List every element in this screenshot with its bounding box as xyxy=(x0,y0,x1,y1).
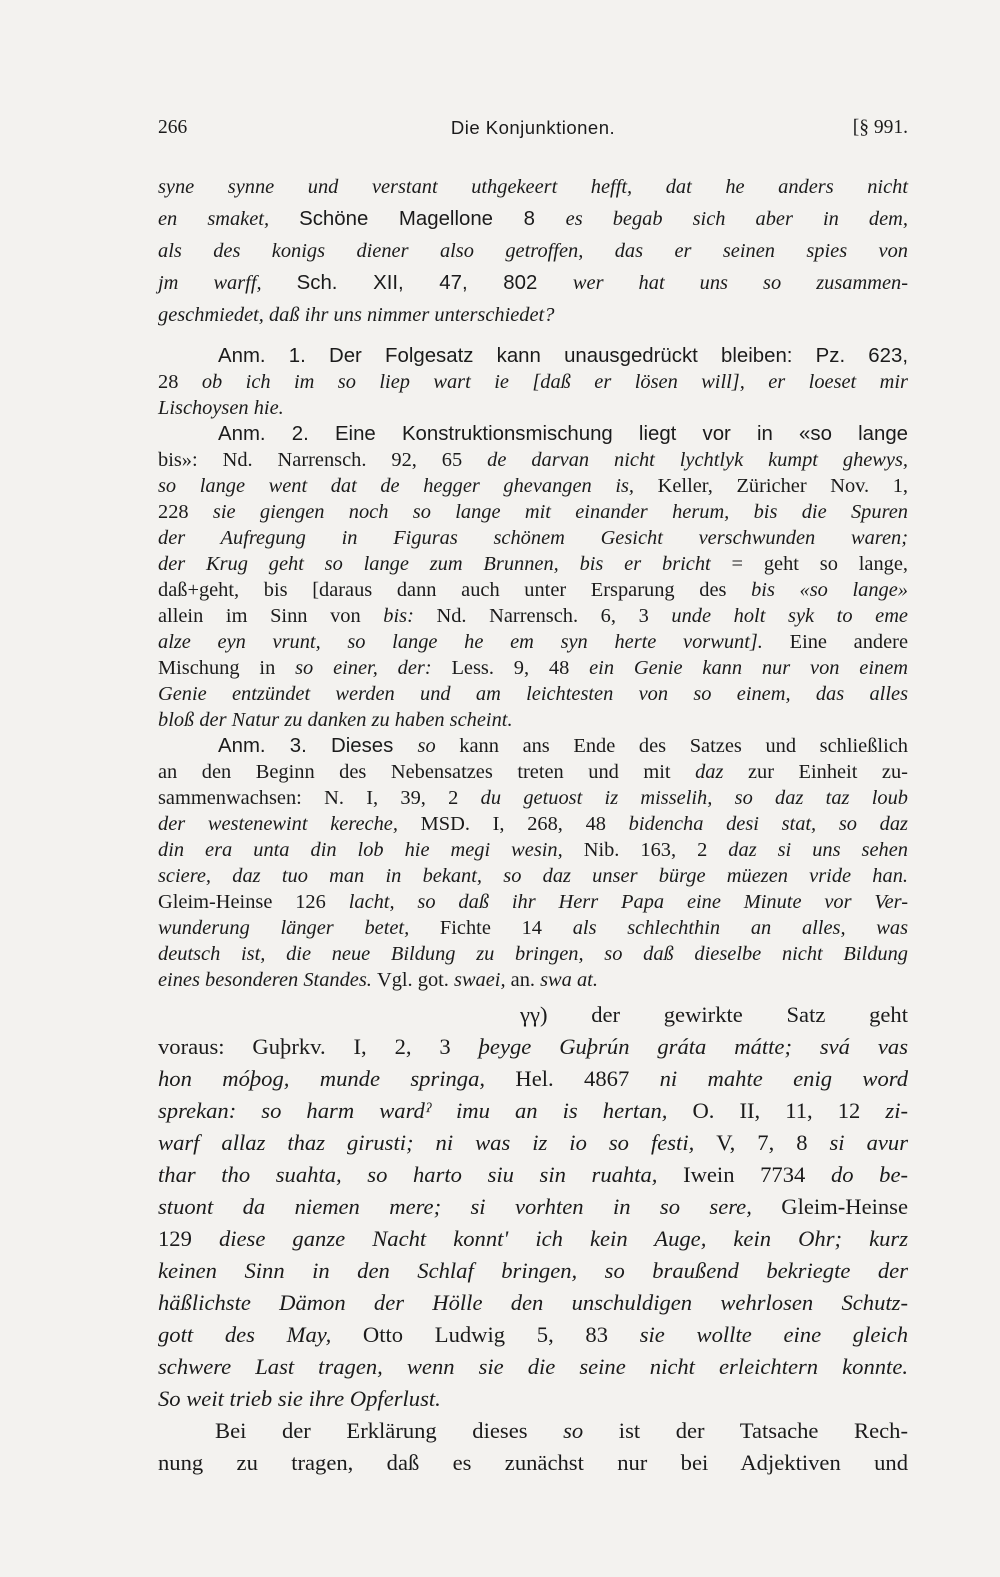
text-line xyxy=(158,206,908,232)
italic-segment: swaei, xyxy=(454,969,511,991)
italic-segment: eines besonderen Standes. xyxy=(158,969,377,991)
text-line xyxy=(158,302,908,328)
italic-segment: als schlechthin an alles, was xyxy=(572,917,909,939)
note-line xyxy=(158,681,908,707)
text-line xyxy=(520,1000,908,1030)
italic-segment: der westenewint kereche, xyxy=(158,813,421,835)
note-line xyxy=(158,941,908,967)
italic-segment: so einer, der: xyxy=(295,657,452,679)
italic-segment: swa at. xyxy=(540,969,598,991)
italic-segment: deutsch ist, die neue Bildung zu bringen, so daß dieselbe nicht Bildung xyxy=(158,943,908,965)
text-segment: allein im Sinn von xyxy=(158,605,384,627)
italic-segment: bidencha desi stat, so daz xyxy=(628,813,908,835)
text-line xyxy=(158,1192,908,1222)
note-line xyxy=(158,915,908,941)
text-segment: an den Beginn des Nebensatzes treten und mit xyxy=(158,761,696,783)
italic-segment: sciere, daz tuo man in bekant, so daz unser bürge müezen vride han. xyxy=(158,865,908,887)
italic-segment: de darvan nicht lychtlyk kumpt ghewys, xyxy=(487,449,908,471)
note-line xyxy=(158,525,908,551)
italic-segment: schwere Last tragen, wenn sie die seine nicht erleichtern konnte. xyxy=(158,1354,908,1379)
italic-segment: hon móþog, munde springa, xyxy=(158,1066,516,1091)
italic-segment: ob ich im so liep wart ie [daß er lösen will], er loeset mir xyxy=(201,371,908,393)
note-line xyxy=(158,889,908,915)
italic-segment: gott des May, xyxy=(158,1322,363,1347)
note-line xyxy=(158,967,908,993)
text-segment: bis»: Nd. Narrensch. 92, 65 xyxy=(158,449,488,471)
italic-segment: alze eyn vrunt, so lange he em syn herte vorwunt]. xyxy=(158,631,790,653)
italic-segment: þeyge Guþrún gráta mátte; svá vas xyxy=(478,1034,908,1059)
text-segment: Iwein 7734 xyxy=(683,1162,831,1187)
text-segment: 228 xyxy=(158,501,213,523)
text-segment: 28 xyxy=(158,371,202,393)
italic-segment: als des konigs diener also getroffen, das er seinen spies von xyxy=(158,240,908,262)
text-segment: Sch. XII, 47, 802 xyxy=(296,272,573,294)
italic-segment: es begab sich aber in dem, xyxy=(565,208,908,230)
text-line xyxy=(158,238,908,264)
italic-segment: so lange went dat de hegger ghevangen is, xyxy=(158,475,658,497)
text-line xyxy=(158,1448,908,1478)
text-segment: kann ans Ende des Satzes und schließlich xyxy=(459,735,908,757)
text-segment: Schöne Magellone 8 xyxy=(299,208,566,230)
note-line xyxy=(158,603,908,629)
note-line xyxy=(158,551,908,577)
text-segment: Less. 9, 48 xyxy=(451,657,590,679)
text-line xyxy=(158,1064,908,1094)
italic-segment: Genie entzündet werden und am leichtesten von so einem, das alles xyxy=(158,683,908,705)
italic-segment: Lischoysen hie. xyxy=(158,397,284,419)
italic-segment: daz xyxy=(695,761,748,783)
section-ref: [§ 991. xyxy=(852,117,908,138)
text-segment: Otto Ludwig 5, 83 xyxy=(362,1322,640,1347)
italic-segment: ni mahte enig word xyxy=(659,1066,908,1091)
text-line xyxy=(158,1352,908,1382)
note-line xyxy=(158,811,908,837)
italic-segment: häßlichste Dämon der Hölle den unschuldigen wehrlosen Schutz- xyxy=(158,1290,908,1315)
italic-segment: sie giengen noch so lange mit einander herum, bis die Spuren xyxy=(212,501,908,523)
text-segment: Nd. Narrensch. 6, 3 xyxy=(436,605,672,627)
note-line xyxy=(218,733,908,759)
text-segment: Nib. 163, 2 xyxy=(583,839,729,861)
italic-segment: wer hat uns so zusammen- xyxy=(572,272,908,294)
italic-segment: bis «so lange» xyxy=(751,579,908,601)
text-segment: zur Einheit zu- xyxy=(747,761,908,783)
text-segment: Eine andere xyxy=(789,631,908,653)
note-line xyxy=(158,395,908,421)
text-line xyxy=(215,1416,908,1446)
italic-segment: der Aufregung in Figuras schönem Gesicht verschwunden waren; xyxy=(158,527,908,549)
italic-segment: jm warff, xyxy=(158,272,297,294)
running-header xyxy=(158,117,908,147)
italic-segment: stuont da niemen mere; si vorhten in so sere, xyxy=(158,1194,782,1219)
text-segment: O. II, 11, 12 xyxy=(692,1098,886,1123)
text-segment: an. xyxy=(510,969,541,991)
text-line xyxy=(158,1128,908,1158)
text-line xyxy=(158,1032,908,1062)
text-segment: Mischung in xyxy=(158,657,296,679)
text-segment: = geht so lange, xyxy=(731,553,908,575)
text-segment: Gleim-Heinse 126 xyxy=(158,891,349,913)
text-line xyxy=(158,1288,908,1318)
italic-segment: en smaket, xyxy=(158,208,300,230)
note-line xyxy=(158,577,908,603)
text-line xyxy=(158,1096,908,1126)
text-segment: Anm. 2. Eine Konstruktionsmischung liegt vor in «so lange xyxy=(218,423,908,445)
text-line xyxy=(158,1256,908,1286)
italic-segment: bloß der Natur zu danken zu haben scheint. xyxy=(158,709,513,731)
italic-segment: So weit trieb sie ihre Opferlust. xyxy=(158,1386,441,1411)
italic-segment: sie wollte eine gleich xyxy=(639,1322,908,1347)
italic-segment: du getuost iz misselih, so daz taz loub xyxy=(480,787,909,809)
note-line xyxy=(158,837,908,863)
text-segment: V, 7, 8 xyxy=(716,1130,830,1155)
note-line xyxy=(218,343,908,369)
italic-segment: geschmiedet, daß ihr uns nimmer unterschiedet? xyxy=(158,304,555,326)
italic-segment: bis: xyxy=(383,605,437,627)
note-line xyxy=(158,707,908,733)
italic-segment: lacht, so daß ihr Herr Papa eine Minute vor Ver- xyxy=(348,891,908,913)
text-line xyxy=(158,1224,908,1254)
text-segment: ist der Tatsache Rech- xyxy=(618,1418,908,1443)
text-segment: Bei der Erklärung dieses xyxy=(215,1418,564,1443)
chapter-title: Die Konjunktionen. xyxy=(450,117,616,138)
text-line xyxy=(158,270,908,296)
text-line xyxy=(158,1384,908,1414)
italic-segment: daz si uns sehen xyxy=(728,839,908,861)
note-line xyxy=(158,785,908,811)
italic-segment: thar tho suahta, so harto siu sin ruahta, xyxy=(158,1162,684,1187)
italic-segment: si avur xyxy=(829,1130,908,1155)
text-segment: sammenwachsen: N. I, 39, 2 xyxy=(158,787,481,809)
text-line xyxy=(158,174,908,200)
italic-segment: ein Genie kann nur von einem xyxy=(589,657,908,679)
text-line xyxy=(158,1160,908,1190)
note-line xyxy=(158,655,908,681)
italic-segment: unde holt syk to eme xyxy=(671,605,908,627)
italic-segment: warf allaz thaz girusti; ni was iz io so festi, xyxy=(158,1130,717,1155)
note-line xyxy=(158,499,908,525)
italic-segment: syne synne und verstant uthgekeert hefft, dat he anders nicht xyxy=(158,176,908,198)
text-segment: 129 xyxy=(158,1226,219,1251)
note-line xyxy=(158,369,908,395)
text-segment: MSD. I, 268, 48 xyxy=(420,813,629,835)
note-line xyxy=(158,473,908,499)
italic-segment: zi- xyxy=(885,1098,908,1123)
text-segment: Keller, Züricher Nov. 1, xyxy=(657,475,908,497)
text-segment: voraus: Guþrkv. I, 2, 3 xyxy=(158,1034,479,1059)
italic-segment: din era unta din lob hie megi wesin, xyxy=(158,839,584,861)
italic-segment: sprekan: so harm wardˀ imu an is hertan, xyxy=(158,1098,693,1123)
page-number: 266 xyxy=(158,117,188,138)
text-segment: Anm. 3. Dieses xyxy=(218,735,418,757)
italic-segment: so xyxy=(417,735,460,757)
text-segment: γγ) der gewirkte Satz geht xyxy=(520,1002,908,1027)
text-segment: Hel. 4867 xyxy=(515,1066,660,1091)
note-line xyxy=(158,447,908,473)
italic-segment: do be- xyxy=(830,1162,908,1187)
text-segment: Gleim-Heinse xyxy=(781,1194,908,1219)
italic-segment: so xyxy=(563,1418,619,1443)
text-segment: daß+geht, bis [daraus dann auch unter Ersparung des xyxy=(158,579,752,601)
text-segment: Vgl. got. xyxy=(376,969,455,991)
note-line xyxy=(158,759,908,785)
note-line xyxy=(218,421,908,447)
text-line xyxy=(158,1320,908,1350)
note-line xyxy=(158,629,908,655)
note-line xyxy=(158,863,908,889)
text-segment: nung zu tragen, daß es zunächst nur bei Adjektiven und xyxy=(158,1450,908,1475)
italic-segment: der Krug geht so lange zum Brunnen, bis er bricht xyxy=(158,553,732,575)
italic-segment: diese ganze Nacht konnt' ich kein Auge, kein Ohr; kurz xyxy=(218,1226,908,1251)
text-segment: Fichte 14 xyxy=(439,917,573,939)
italic-segment: keinen Sinn in den Schlaf bringen, so braußend bekriegte der xyxy=(158,1258,908,1283)
italic-segment: wunderung länger betet, xyxy=(158,917,440,939)
text-segment: Anm. 1. Der Folgesatz kann unausgedrückt bleiben: Pz. 623, xyxy=(218,345,908,367)
